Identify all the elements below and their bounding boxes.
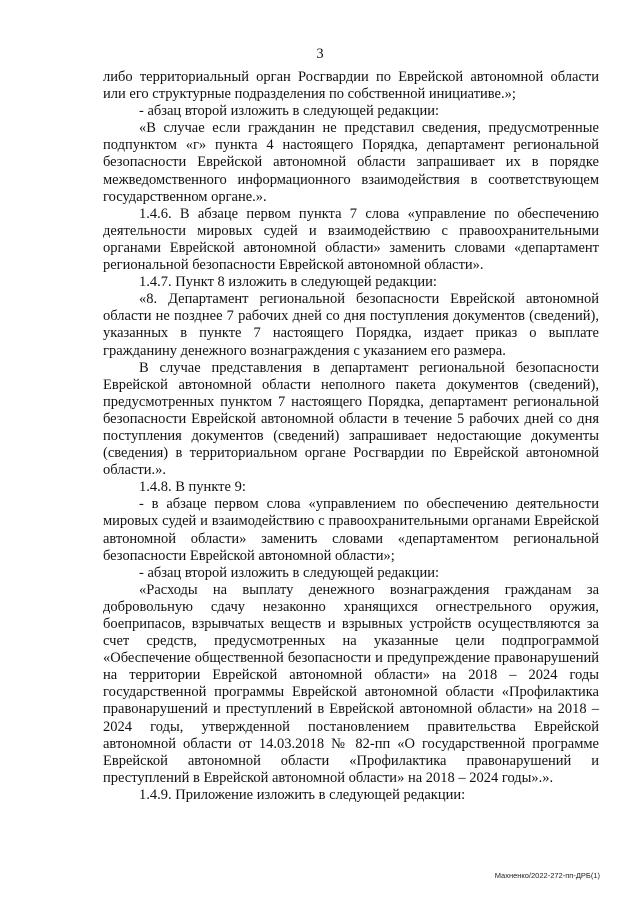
paragraph: либо территориальный орган Росгвардии по Еврейской автономной области или его структурные подразделения по собственной инициативе.»; [103,69,599,103]
paragraph: 1.4.7. Пункт 8 изложить в следующей редакции: [139,274,437,291]
paragraph: - абзац второй изложить в следующей редакции: [139,103,440,120]
page-number: 3 [316,46,324,62]
paragraph: 1.4.8. В пункте 9: [139,479,246,496]
paragraph: В случае представления в департамент региональной безопасности Еврейской автономной области неполного пакета документов (сведений), предусмотренных пунктом 7 настоящего Порядка, департамент региональной безопасности Еврейской автономной области в течение 5 рабочих дней со дня поступления документов (сведений) запрашивает недостающие документы (сведения) в территориальном органе Росгвардии по Еврейской автономной области.». [103,359,599,479]
document-body [103,69,599,804]
paragraph: - в абзаце первом слова «управлением по обеспечению деятельности мировых судей и взаимодействию с правоохранительными органами Еврейской автономной области» заменить словами «департаментом региональной безопасности Еврейской автономной области»; [103,496,599,564]
paragraph: «Расходы на выплату денежного вознаграждения гражданам за добровольную сдачу незаконно хранящихся огнестрельного оружия, боеприпасов, взрывчатых веществ и взрывных устройств осуществляются за счет средств, предусмотренных на указанные цели подпрограммой «Обеспечение общественной безопасности и предупреждение правонарушений на территории Еврейской автономной области» на 2018 – 2024 годы государственной программы Еврейской автономной области «Профилактика правонарушений и преступлений в Еврейской автономной области» на 2018 – 2024 годы, утвержденной постановлением правительства Еврейской автономной области от 14.03.2018 № 82-пп «О государственной программе Еврейской автономной области «Профилактика правонарушений и преступлений в Еврейской автономной области» на 2018 – 2024 годы».». [103,581,599,786]
paragraph: - абзац второй изложить в следующей редакции: [139,564,440,581]
paragraph: 1.4.6. В абзаце первом пункта 7 слова «управление по обеспечению деятельности мировых судей и взаимодействию с правоохранительными органами Еврейской автономной области» заменить словами «департамент региональной безопасности Еврейской автономной области». [103,205,599,274]
document-footer-code: Махненко/2022-272-пп-ДРБ(1) [494,871,600,880]
paragraph: 1.4.9. Приложение изложить в следующей редакции: [139,786,466,803]
paragraph: «8. Департамент региональной безопасности Еврейской автономной области не позднее 7 рабочих дней со дня поступления документов (сведений), указанных в пункте 7 настоящего Порядка, издает приказ о выплате гражданину денежного вознаграждения с указанием его размера. [103,291,599,359]
paragraph: «В случае если гражданин не представил сведения, предусмотренные подпунктом «г» пункта 4 настоящего Порядка, департамент региональной безопасности Еврейской автономной области запрашивает их в порядке межведомственного информационного взаимодействия в соответствующем государственном органе.». [103,120,599,205]
